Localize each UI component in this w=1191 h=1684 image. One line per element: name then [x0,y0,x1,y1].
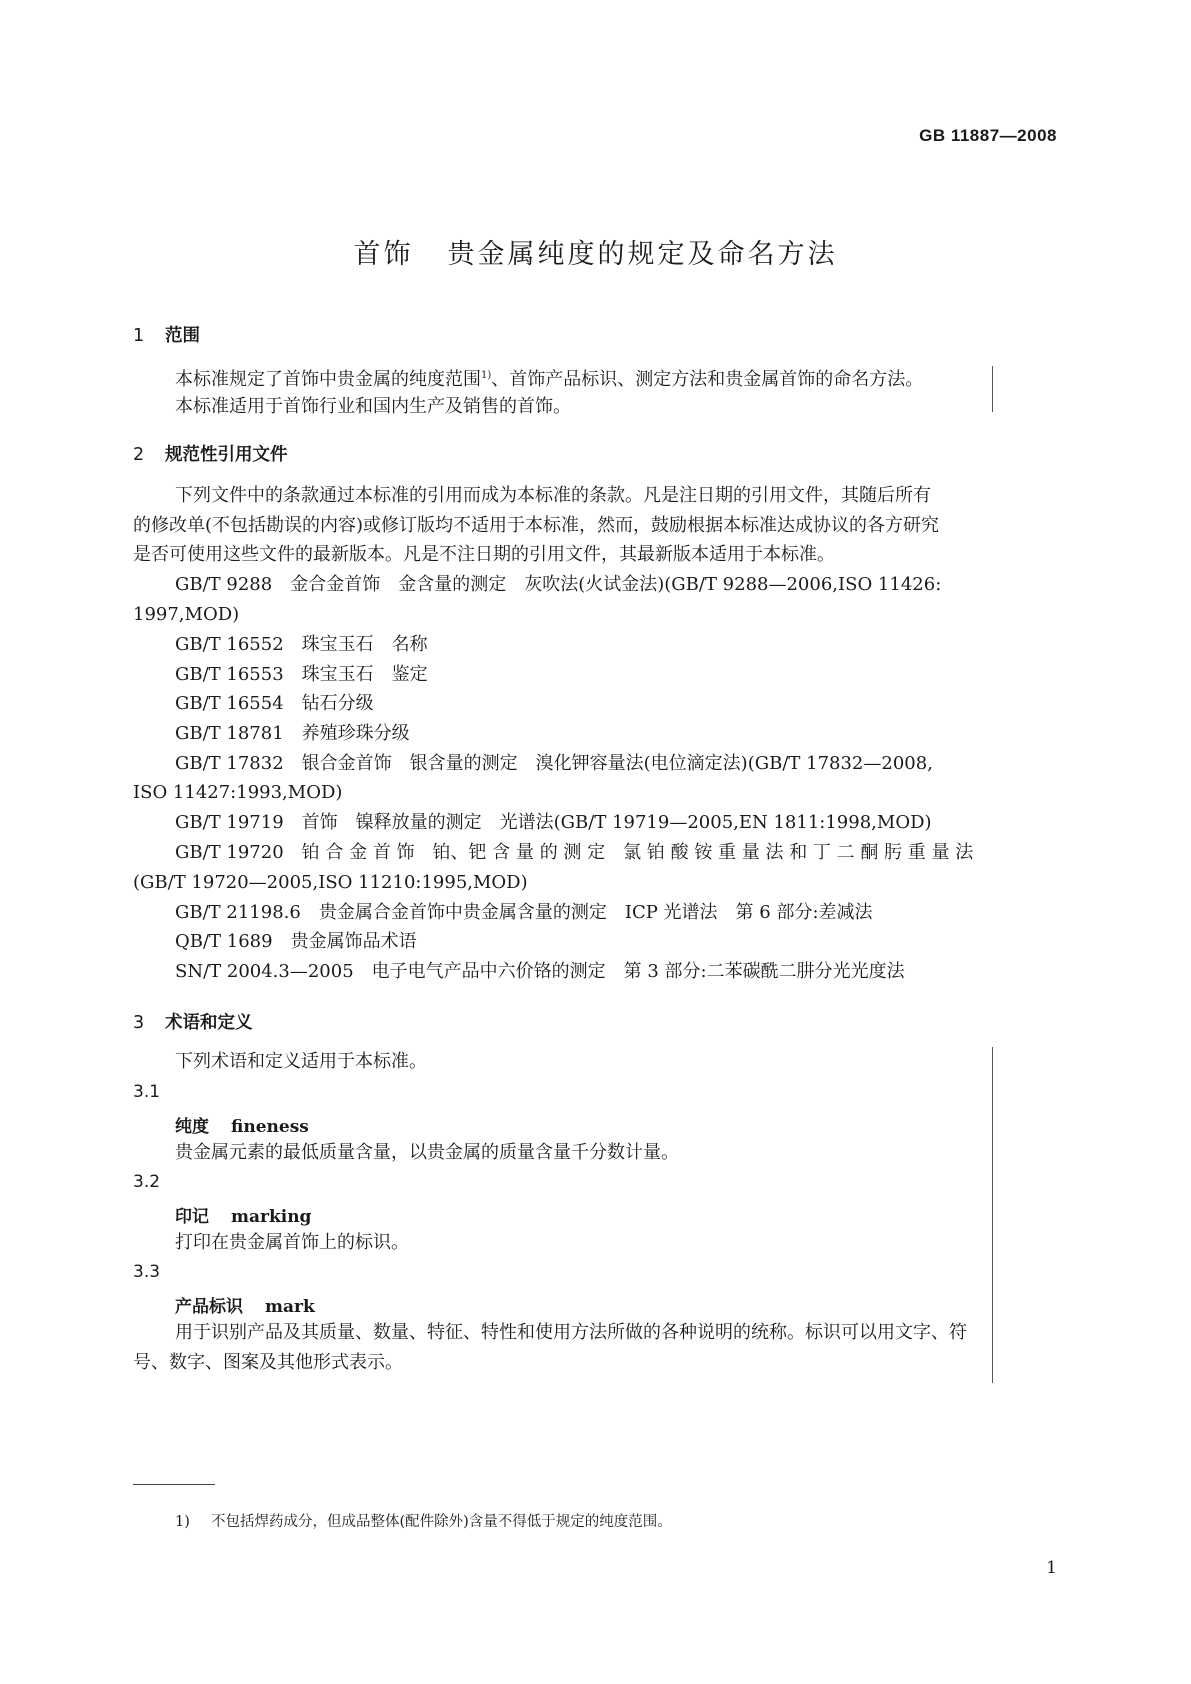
sec2-intro-line-1: 下列文件中的条款通过本标准的引用而成为本标准的条款。凡是注日期的引用文件，其随后所有 [175,485,931,506]
reference-item-continued: ISO 11427:1993,MOD) [133,782,343,803]
sec2-intro-line-2: 的修改单(不包括勘误的内容)或修订版均不适用于本标准，然而，鼓励根据本标准达成协议的各方研究 [133,515,940,536]
term-number: 3.1 [133,1082,161,1102]
sec1-paragraph-2: 本标准适用于首饰行业和国内生产及销售的首饰。 [175,396,571,417]
footnote [175,1510,672,1531]
term-number: 3.3 [133,1262,161,1282]
term-zh: 产品标识 [175,1297,243,1317]
title-part-1: 首饰 [353,239,414,270]
term-definition-continued: 号、数字、图案及其他形式表示。 [133,1352,403,1373]
reference-item: GB/T 18781 养殖珍珠分级 [175,723,410,744]
reference-item: SN/T 2004.3—2005 电子电气产品中六价铬的测定 第 3 部分:二苯碳酰二肼分光光度法 [175,961,905,982]
change-bar [992,366,993,412]
reference-item: GB/T 16552 珠宝玉石 名称 [175,634,428,655]
reference-item-continued: (GB/T 19720—2005,ISO 11210:1995,MOD) [133,872,528,893]
term-definition: 打印在贵金属首饰上的标识。 [175,1232,409,1253]
reference-item: GB/T 21198.6 贵金属合金首饰中贵金属含量的测定 ICP 光谱法 第 6 部分:差减法 [175,902,873,923]
term-zh: 印记 [175,1207,209,1227]
reference-item: GB/T 16553 珠宝玉石 鉴定 [175,664,428,685]
term-heading [175,1202,311,1227]
page-number: 1 [1046,1558,1057,1578]
term-heading [175,1292,315,1317]
title-part-2: 贵金属纯度的规定及命名方法 [447,239,838,270]
section-number: 1 [133,326,145,346]
sec2-intro-line-3: 是否可使用这些文件的最新版本。凡是不注日期的引用文件，其最新版本适用于本标准。 [133,544,835,565]
reference-item: GB/T 9288 金合金首饰 金含量的测定 灰吹法(火试金法)(GB/T 9288—2006,ISO 11426: [175,574,942,595]
sec1-p1-text-b: 、首饰产品标识、测定方法和贵金属首饰的命名方法。 [491,369,924,390]
reference-item: GB/T 17832 银合金首饰 银含量的测定 溴化钾容量法(电位滴定法)(GB/T 17832—2008, [175,753,933,774]
reference-item: QB/T 1689 贵金属饰品术语 [175,931,417,952]
term-en: mark [265,1297,315,1317]
footnote-text: 不包括焊药成分，但成品整体(配件除外)含量不得低于规定的纯度范围。 [211,1514,672,1530]
reference-item: GB/T 16554 钻石分级 [175,693,374,714]
term-definition: 用于识别产品及其质量、数量、特征、特性和使用方法所做的各种说明的统称。标识可以用文字、符 [175,1322,967,1343]
term-en: fineness [231,1117,309,1137]
sec1-p1-text-a: 本标准规定了首饰中贵金属的纯度范围 [175,369,481,390]
section-title: 规范性引用文件 [165,445,288,465]
section-number: 2 [133,445,145,465]
footnote-separator [133,1484,215,1485]
footnote-reference[interactable]: 1) [481,370,492,381]
section-title: 术语和定义 [165,1013,253,1033]
term-definition: 贵金属元素的最低质量含量，以贵金属的质量含量千分数计量。 [175,1142,679,1163]
section-number: 3 [133,1013,145,1033]
term-number: 3.2 [133,1172,161,1192]
reference-item-continued: 1997,MOD) [133,604,240,625]
term-zh: 纯度 [175,1117,209,1137]
change-bar [992,1047,993,1383]
reference-item: GB/T 19720 铂 合 金 首 饰 铂、钯 含 量 的 测 定 氯 铂 酸 铵 重 量 法 和 丁 二 酮 肟 重 量 法 [175,842,974,863]
sec3-intro: 下列术语和定义适用于本标准。 [175,1051,427,1072]
footnote-mark: 1) [175,1514,190,1530]
sec1-paragraph-1 [175,364,923,392]
standard-code: GB 11887—2008 [919,126,1057,145]
reference-item: GB/T 19719 首饰 镍释放量的测定 光谱法(GB/T 19719—2005,EN 1811:1998,MOD) [175,812,932,833]
page-title [0,232,1191,271]
section-3-heading [133,1009,253,1034]
section-2-heading [133,441,288,466]
section-title: 范围 [165,326,200,346]
section-1-heading [133,322,200,347]
term-heading [175,1112,309,1137]
term-en: marking [231,1207,312,1227]
